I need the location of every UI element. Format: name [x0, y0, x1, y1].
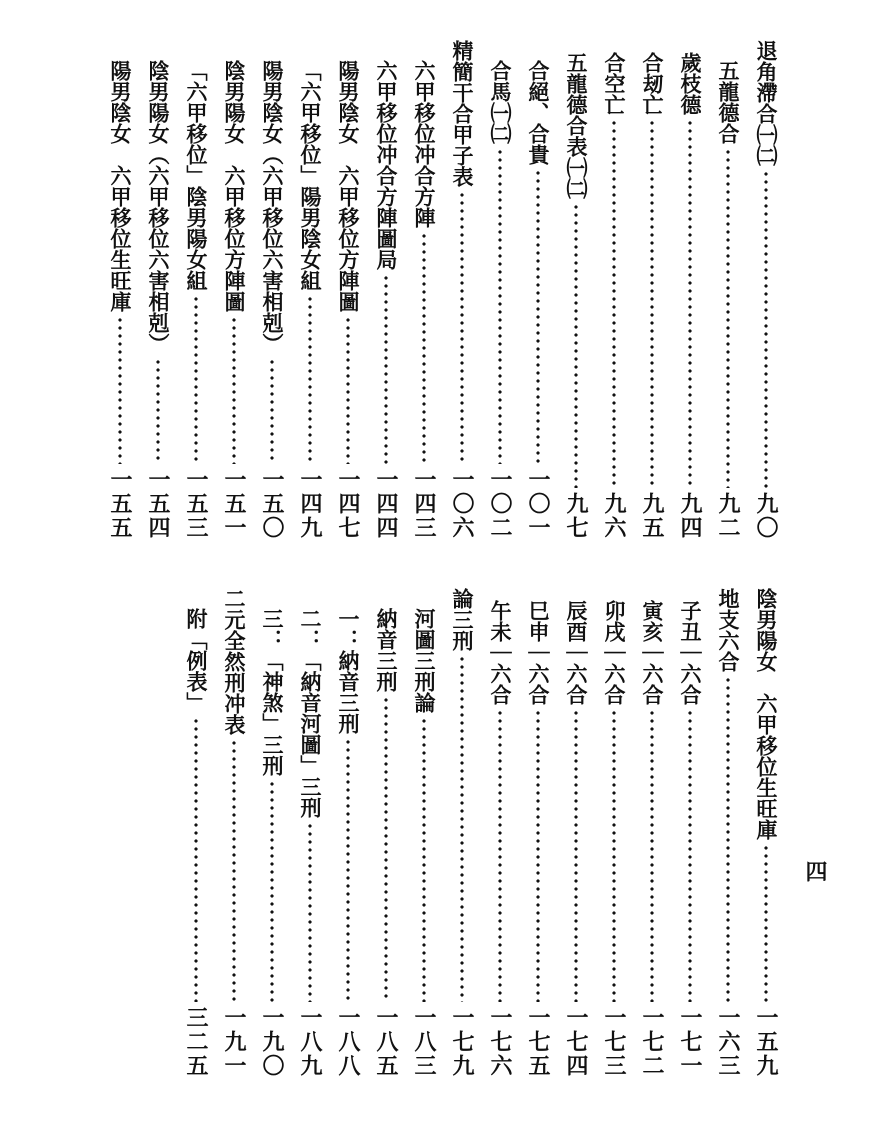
- dot-leader: [308, 822, 312, 1002]
- dot-leader: [764, 170, 768, 488]
- page-number: 四: [802, 860, 828, 882]
- toc-entry-page: 一六三: [715, 1006, 741, 1078]
- toc-entry-page: 一五九: [753, 1006, 779, 1078]
- toc-entry[interactable]: [519, 40, 557, 540]
- toc-entry-title: 卯戌｜六合: [602, 600, 627, 705]
- toc-entry-page: 一五五: [107, 468, 133, 540]
- toc-entry-page: 九六: [601, 492, 627, 540]
- toc-entry-title: 精簡干合甲子表: [450, 40, 475, 187]
- toc-entry-title: 合絕、合貴: [526, 60, 551, 165]
- dot-leader: [270, 780, 274, 1002]
- toc-entry[interactable]: [177, 40, 215, 540]
- toc-entry-page: 一五〇: [259, 468, 285, 540]
- toc-entry-page: 九四: [677, 492, 703, 540]
- toc-entry-page: 三二五: [183, 1006, 209, 1078]
- dot-leader: [612, 119, 616, 488]
- toc-entry-page: 一四七: [335, 468, 361, 540]
- toc-entry[interactable]: [747, 588, 785, 1078]
- toc-lower-section: [155, 588, 785, 1078]
- toc-entry[interactable]: [329, 588, 367, 1078]
- toc-entry-title: 河圖三刑論: [412, 608, 437, 713]
- toc-entry[interactable]: [633, 588, 671, 1078]
- dot-leader: [498, 148, 502, 464]
- toc-entry[interactable]: [405, 588, 443, 1078]
- dot-leader: [460, 655, 464, 1002]
- toc-entry[interactable]: [367, 588, 405, 1078]
- toc-entry-page: 九〇: [753, 492, 779, 540]
- toc-entry[interactable]: [253, 40, 291, 540]
- dot-leader: [688, 709, 692, 1002]
- dot-leader: [422, 717, 426, 1002]
- toc-entry[interactable]: [481, 40, 519, 540]
- toc-entry-page: 一四三: [411, 468, 437, 540]
- toc-entry[interactable]: [101, 40, 139, 540]
- toc-entry-title: 論三刑: [450, 588, 475, 651]
- toc-entry[interactable]: [367, 40, 405, 540]
- toc-entry-page: 一七四: [563, 1006, 589, 1078]
- toc-entry-page: 一四四: [373, 468, 399, 540]
- toc-entry-page: 一八三: [411, 1006, 437, 1078]
- toc-entry[interactable]: [709, 588, 747, 1078]
- toc-entry[interactable]: [671, 40, 709, 540]
- toc-entry-title: 子丑｜六合: [678, 600, 703, 705]
- dot-leader: [498, 709, 502, 1002]
- toc-entry[interactable]: [709, 40, 747, 540]
- dot-leader: [156, 358, 160, 464]
- toc-entry-title: 附「例表」: [184, 608, 209, 713]
- toc-entry-page: 一九〇: [259, 1006, 285, 1078]
- dot-leader: [536, 709, 540, 1002]
- toc-entry-page: 一七三: [601, 1006, 627, 1078]
- dot-leader: [764, 844, 768, 1002]
- toc-entry[interactable]: [329, 40, 367, 540]
- dot-leader: [346, 316, 350, 464]
- dot-leader: [194, 717, 198, 1002]
- toc-entry-title: 二：「納音河圖」三刑: [298, 608, 323, 818]
- toc-entry-title: 二元全然刑冲表: [222, 588, 247, 735]
- toc-entry-page: 九五: [639, 492, 665, 540]
- toc-entry[interactable]: [177, 588, 215, 1078]
- toc-entry-page: 一〇一: [525, 468, 551, 540]
- toc-entry[interactable]: [633, 40, 671, 540]
- dot-leader: [574, 709, 578, 1002]
- toc-upper-section: [85, 40, 785, 540]
- toc-entry-page: 一八五: [373, 1006, 399, 1078]
- toc-entry[interactable]: [519, 588, 557, 1078]
- dot-leader: [460, 191, 464, 464]
- toc-entry-page: 一七六: [487, 1006, 513, 1078]
- toc-entry-title: 「六甲移位」陽男陰女組: [298, 60, 323, 291]
- toc-entry-title: 歲枝德: [678, 52, 703, 115]
- toc-entry-title: 地支六合: [716, 588, 741, 672]
- toc-entry[interactable]: [139, 40, 177, 540]
- toc-entry-title: 納音三刑: [374, 608, 399, 692]
- dot-leader: [422, 232, 426, 464]
- toc-entry-page: 一七二: [639, 1006, 665, 1078]
- toc-entry-title: 三：「神煞」三刑: [260, 608, 285, 776]
- toc-entry-title: 辰酉｜六合: [564, 600, 589, 705]
- dot-leader: [118, 316, 122, 464]
- dot-leader: [346, 738, 350, 1002]
- toc-entry-title: 陽男陰女 六甲移位生旺庫: [108, 60, 133, 312]
- dot-leader: [612, 709, 616, 1002]
- toc-entry-page: 一五四: [145, 468, 171, 540]
- toc-entry[interactable]: [253, 588, 291, 1078]
- toc-entry-title: 六甲移位冲合方陣: [412, 60, 437, 228]
- toc-entry[interactable]: [443, 588, 481, 1078]
- toc-entry-page: 一七九: [449, 1006, 475, 1078]
- toc-entry-page: 一五三: [183, 468, 209, 540]
- dot-leader: [574, 203, 578, 488]
- dot-leader: [232, 739, 236, 1002]
- toc-entry-page: 九二: [715, 492, 741, 540]
- toc-entry-page: 一〇二: [487, 468, 513, 540]
- toc-entry-title: 「六甲移位」陰男陽女組: [184, 60, 209, 291]
- toc-entry[interactable]: [215, 40, 253, 540]
- dot-leader: [650, 709, 654, 1002]
- dot-leader: [270, 358, 274, 464]
- toc-entry-title: 陰男陽女（六甲移位六害相剋）: [146, 60, 171, 354]
- toc-entry-page: 九七: [563, 492, 589, 540]
- toc-entry-title: 寅亥｜六合: [640, 600, 665, 705]
- toc-entry-title: 合馬㈠㈡: [488, 60, 513, 144]
- dot-leader: [384, 696, 388, 1002]
- toc-entry[interactable]: [557, 588, 595, 1078]
- dot-leader: [194, 295, 198, 464]
- toc-entry-page: 一七五: [525, 1006, 551, 1078]
- toc-entry-title: 合空亡: [602, 52, 627, 115]
- toc-entry-page: 一八八: [335, 1006, 361, 1078]
- toc-entry-title: 一：納音三刑: [336, 608, 361, 734]
- toc-entry-title: 午未｜六合: [488, 600, 513, 705]
- toc-entry[interactable]: [747, 40, 785, 540]
- toc-entry-title: 陰男陽女 六甲移位方陣圖: [222, 60, 247, 312]
- dot-leader: [308, 295, 312, 464]
- toc-entry[interactable]: [443, 40, 481, 540]
- toc-entry[interactable]: [595, 40, 633, 540]
- toc-entry-page: 一九一: [221, 1006, 247, 1078]
- toc-entry-title: 五龍德合: [716, 60, 741, 144]
- toc-entry[interactable]: [481, 588, 519, 1078]
- toc-entry-page: 一七一: [677, 1006, 703, 1078]
- toc-entry-title: 五龍德合表㈠㈡: [564, 52, 589, 199]
- toc-entry-title: 陰男陽女 六甲移位生旺庫: [754, 588, 779, 840]
- dot-leader: [688, 119, 692, 488]
- toc-entry[interactable]: [671, 588, 709, 1078]
- toc-entry-title: 巳申｜六合: [526, 600, 551, 705]
- toc-entry-page: 一〇六: [449, 468, 475, 540]
- toc-entry-title: 合刼亡: [640, 52, 665, 115]
- dot-leader: [726, 148, 730, 488]
- toc-entry-title: 陽男陰女 六甲移位方陣圖: [336, 60, 361, 312]
- toc-entry-title: 退角滯合㈠㈡: [754, 40, 779, 166]
- toc-entry[interactable]: [291, 588, 329, 1078]
- toc-entry-page: 一八九: [297, 1006, 323, 1078]
- toc-entry-title: 陽男陰女（六甲移位六害相剋）: [260, 60, 285, 354]
- dot-leader: [384, 274, 388, 464]
- toc-entry[interactable]: [595, 588, 633, 1078]
- toc-entry[interactable]: [557, 40, 595, 540]
- dot-leader: [536, 169, 540, 464]
- dot-leader: [726, 676, 730, 1002]
- toc-entry[interactable]: [291, 40, 329, 540]
- toc-entry-page: 一四九: [297, 468, 323, 540]
- toc-entry[interactable]: [215, 588, 253, 1078]
- toc-entry[interactable]: [405, 40, 443, 540]
- dot-leader: [650, 119, 654, 488]
- toc-entry-page: 一五一: [221, 468, 247, 540]
- toc-entry-title: 六甲移位冲合方陣圖局: [374, 60, 399, 270]
- dot-leader: [232, 316, 236, 464]
